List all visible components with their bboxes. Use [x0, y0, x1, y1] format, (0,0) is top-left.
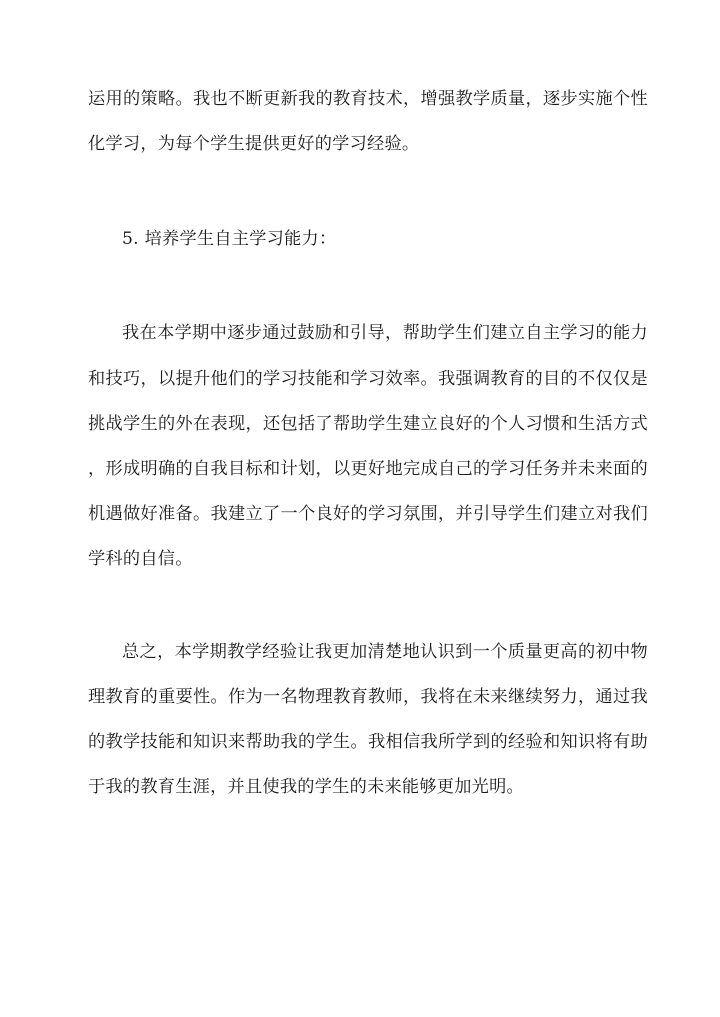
- paragraph-self-learning-line-2: 和技巧，以提升他们的学习技能和学习效率。我强调教育的目的不仅仅是: [88, 369, 648, 389]
- paragraph-self-learning-line-6: 学科的自信。: [88, 549, 193, 569]
- paragraph-self-learning-line-1: 我在本学期中逐步通过鼓励和引导，帮助学生们建立自主学习的能力: [122, 323, 648, 343]
- paragraph-self-learning-line-5: 机遇做好准备。我建立了一个良好的学习氛围，并引导学生们建立对我们: [88, 504, 648, 524]
- section-heading-5: 5. 培养学生自主学习能力：: [122, 229, 337, 249]
- paragraph-self-learning-line-3: 挑战学生的外在表现，还包括了帮助学生建立良好的个人习惯和生活方式: [88, 414, 648, 434]
- paragraph-conclusion-line-4: 于我的教育生涯，并且使我的学生的未来能够更加光明。: [88, 777, 524, 797]
- paragraph-conclusion-line-3: 的教学技能和知识来帮助我的学生。我相信我所学到的经验和知识将有助: [88, 732, 648, 752]
- paragraph-conclusion-line-2: 理教育的重要性。作为一名物理教育教师，我将在未来继续努力，通过我: [88, 687, 648, 707]
- paragraph-self-learning-line-4: ，形成明确的自我目标和计划，以更好地完成自己的学习任务并未来面的: [88, 459, 648, 479]
- paragraph-continuation-line-1: 运用的策略。我也不断更新我的教育技术，增强教学质量，逐步实施个性: [88, 89, 648, 109]
- paragraph-continuation-line-2: 化学习，为每个学生提供更好的学习经验。: [88, 134, 420, 154]
- paragraph-conclusion-line-1: 总之，本学期教学经验让我更加清楚地认识到一个质量更高的初中物: [122, 642, 648, 662]
